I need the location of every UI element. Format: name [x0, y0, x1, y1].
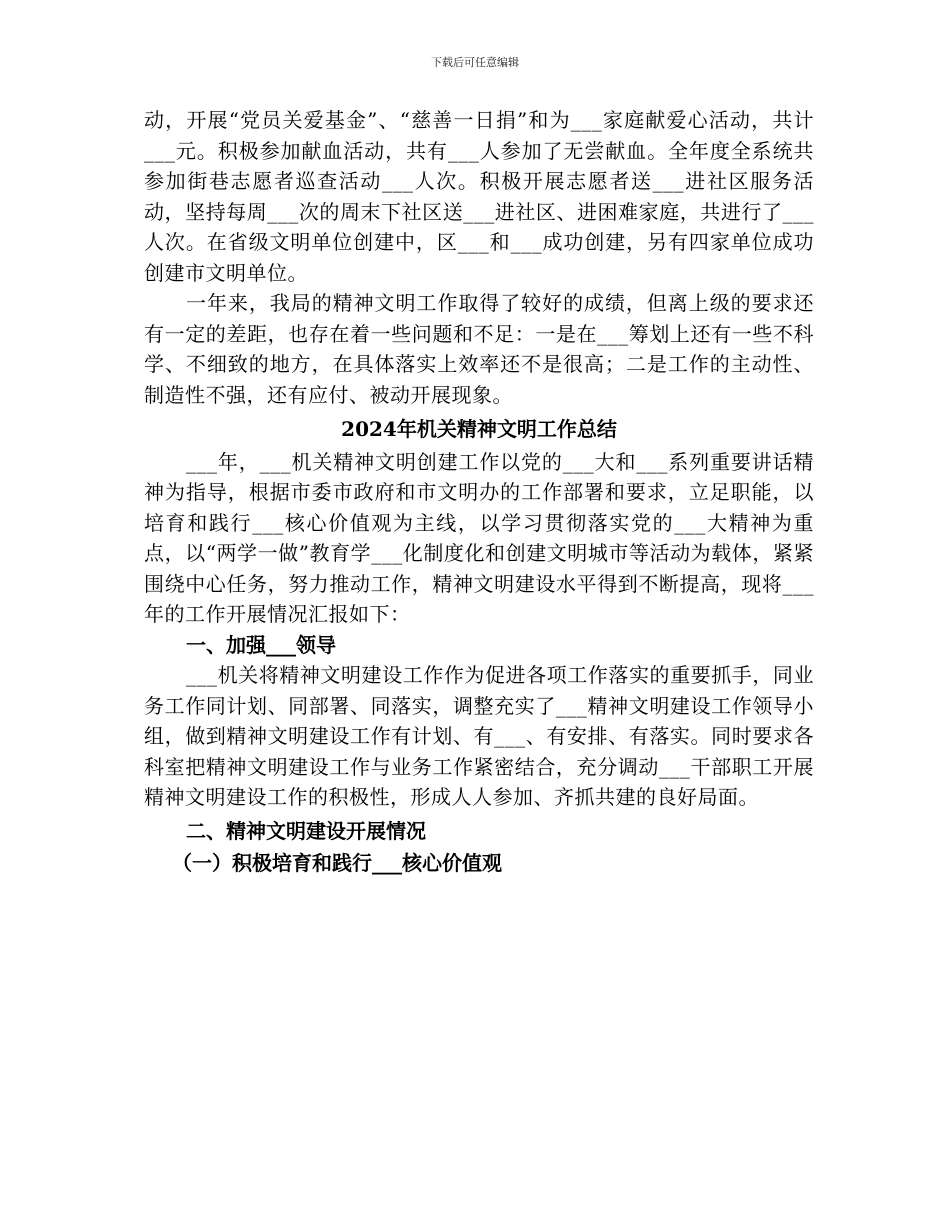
- section-heading-2: 二、精神文明建设开展情况: [186, 818, 426, 843]
- subsection-heading-1: （一）积极培育和践行___核心价值观: [172, 851, 502, 875]
- paragraph-continuation: 动，开展“党员关爱基金”、“慈善一日捐”和为___家庭献爱心活动，共计___元。积极参加献血活动，共有___人参加了无尝献血。全年度全系统共参加街巷志愿者巡查活动___人次。积极开展志愿者送___进社区服务活动，坚持每周___次的周末下社区送___进社区、进困难家庭，共进行了___人次。在省级文明单位创建中，区___和___成功创建，另有四家单位成功创建市文明单位。: [144, 108, 814, 285]
- paragraph-summary: 一年来，我局的精神文明工作取得了较好的成绩，但离上级的要求还有一定的差距，也存在着一些问题和不足：一是在___筹划上还有一些不科学、不细致的地方，在具体落实上效率还不是很高；二是工作的主动性、制造性不强，还有应付、被动开展现象。: [144, 291, 814, 407]
- paragraph-intro: ___年，___机关精神文明创建工作以党的___大和___系列重要讲话精神为指导，根据市委市政府和市文明办的工作部署和要求，立足职能，以培育和践行___核心价值观为主线，以学习贯彻落实党的___大精神为重点，以“两学一做”教育学___化制度化和创建文明城市等活动为载体，紧紧围绕中心任务，努力推动工作，精神文明建设水平得到不断提高，现将___年的工作开展情况汇报如下：: [144, 449, 814, 626]
- paragraph-leadership: ___机关将精神文明建设工作作为促进各项工作落实的重要抓手，同业务工作同计划、同部署、同落实，调整充实了___精神文明建设工作领导小组，做到精神文明建设工作有计划、有___、有安排、有落实。同时要求各科室把精神文明建设工作与业务工作紧密结合，充分调动___干部职工开展精神文明建设工作的积极性，形成人人参加、齐抓共建的良好局面。: [144, 663, 814, 809]
- document-title: 2024年机关精神文明工作总结: [341, 417, 617, 441]
- document-body: [144, 105, 814, 879]
- page-header: 下载后可任意编辑: [431, 56, 519, 69]
- section-heading-1: 一、加强___领导: [186, 632, 336, 657]
